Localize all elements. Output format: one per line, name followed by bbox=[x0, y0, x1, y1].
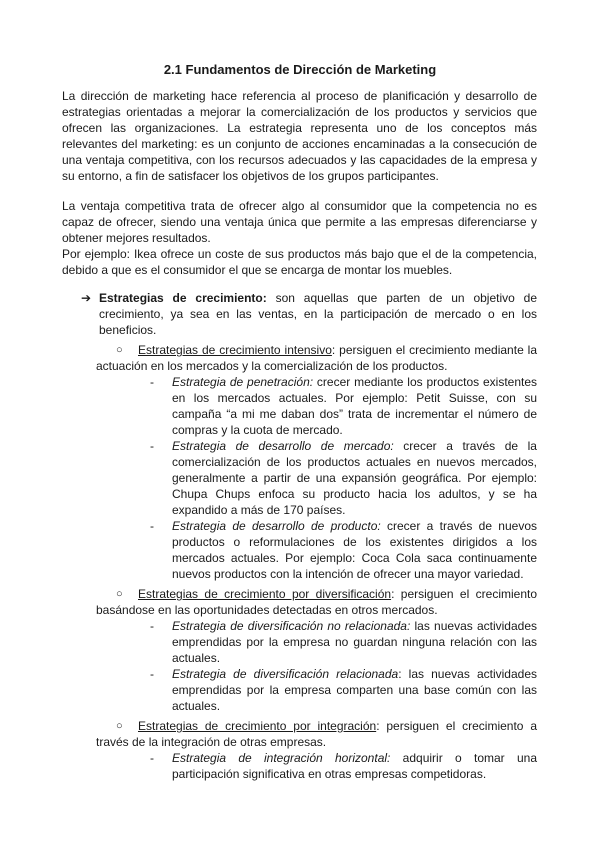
growth-strategies-text bbox=[99, 290, 537, 338]
unrelated-diversification-item bbox=[150, 618, 537, 666]
integration-growth-item bbox=[96, 718, 537, 750]
market-development-text bbox=[172, 438, 537, 518]
horizontal-integration-heading: Estrategia de integración horizontal: bbox=[172, 751, 391, 765]
penetration-strategy-text bbox=[172, 374, 537, 438]
intensive-growth-text bbox=[96, 342, 537, 374]
competitive-advantage-paragraph: La ventaja competitiva trata de ofrecer algo al consumidor que la competencia no es capaz de ofrecer, siendo una ventaja única que permite a las empresas diferenciarse y obtener mejores resultados. bbox=[62, 199, 537, 245]
product-development-heading: Estrategia de desarrollo de producto: bbox=[172, 519, 381, 533]
intensive-growth-item bbox=[96, 342, 537, 374]
integration-growth-heading: Estrategias de crecimiento por integración bbox=[138, 719, 377, 733]
horizontal-integration-description: adquirir o tomar una participación significativa en otras empresas competidoras. bbox=[172, 751, 537, 781]
diversification-growth-text bbox=[96, 586, 537, 618]
arrow-bullet-icon: ➔ bbox=[81, 291, 92, 305]
circle-bullet-icon: ○ bbox=[116, 588, 123, 600]
dash-bullet-icon: - bbox=[150, 619, 154, 633]
unrelated-diversification-description: las nuevas actividades emprendidas por la empresa no guardan ninguna relación con las actuales. bbox=[172, 619, 537, 665]
penetration-strategy-description: crecer mediante los productos existentes en los mercados actuales. Por ejemplo: Petit Suisse, con su campaña “a mi me daban dos” trata de incrementar el número de compras y la cuota de mercado. bbox=[172, 375, 538, 437]
competitive-advantage-block bbox=[62, 198, 537, 278]
unrelated-diversification-text bbox=[172, 618, 537, 666]
diversification-growth-item bbox=[96, 586, 537, 618]
dash-bullet-icon: - bbox=[150, 751, 154, 765]
dash-bullet-icon: - bbox=[150, 667, 154, 681]
unrelated-diversification-heading: Estrategia de diversificación no relacionada: bbox=[172, 619, 411, 633]
dash-bullet-icon: - bbox=[150, 439, 154, 453]
related-diversification-item bbox=[150, 666, 537, 714]
penetration-strategy-heading: Estrategia de penetración: bbox=[172, 375, 314, 389]
horizontal-integration-text bbox=[172, 750, 537, 782]
diversification-growth-description: : persiguen el crecimiento basándose en las oportunidades detectadas en otros mercados. bbox=[96, 587, 538, 617]
penetration-strategy-item bbox=[150, 374, 537, 438]
product-development-description: crecer a través de nuevos productos o reformulaciones de los existentes dirigidos a los mercados actuales. Por ejemplo: Coca Cola saca continuamente nuevos productos con la intención de ofrecer una mayor variedad. bbox=[172, 519, 537, 581]
product-development-item bbox=[150, 518, 537, 582]
related-diversification-description: : las nuevas actividades emprendidas por la empresa comparten una base común con las actuales. bbox=[172, 667, 537, 713]
diversification-growth-heading: Estrategias de crecimiento por diversificación bbox=[138, 587, 392, 601]
market-development-item bbox=[150, 438, 537, 518]
integration-growth-description: : persiguen el crecimiento a través de la integración de otras empresas. bbox=[96, 719, 537, 749]
market-development-heading: Estrategia de desarrollo de mercado: bbox=[172, 439, 394, 453]
intensive-growth-description: : persiguen el crecimiento mediante la actuación en los mercados y la comercialización de los productos. bbox=[96, 343, 538, 373]
circle-bullet-icon: ○ bbox=[116, 344, 123, 356]
example-paragraph: Por ejemplo: Ikea ofrece un coste de sus productos más bajo que el de la competencia, debido a que es el consumidor el que se encarga de montar los muebles. bbox=[62, 247, 537, 277]
growth-strategies-bullet bbox=[81, 290, 537, 338]
page-title: 2.1 Fundamentos de Dirección de Marketing bbox=[163, 62, 437, 77]
related-diversification-heading: Estrategia de diversificación relacionada bbox=[172, 667, 399, 681]
intensive-growth-heading: Estrategias de crecimiento intensivo bbox=[138, 343, 332, 357]
dash-bullet-icon: - bbox=[150, 375, 154, 389]
market-development-description: crecer a través de la comercialización de los productos actuales en nuevos mercados, generalmente a partir de una expansión geográfica. Por ejemplo: Chupa Chups enfoca su producto hacia los adultos, y se ha expandido a más de 170 países. bbox=[172, 439, 537, 517]
product-development-text bbox=[172, 518, 537, 582]
growth-strategies-description: son aquellas que parten de un objetivo de crecimiento, ya sea en las ventas, en la participación de mercado o en los beneficios. bbox=[99, 291, 537, 337]
horizontal-integration-item bbox=[150, 750, 537, 782]
dash-bullet-icon: - bbox=[150, 519, 154, 533]
intro-paragraph: La dirección de marketing hace referencia al proceso de planificación y desarrollo de estrategias orientadas a mejorar la comercialización de los productos y servicios que ofrecen las organizaciones. La estrategia representa uno de los conceptos más relevantes del marketing: es un conjunto de acciones encaminadas a la consecución de una ventaja competitiva, con los recursos adecuados y las capacidades de la empresa y su entorno, a fin de satisfacer los objetivos de los grupos participantes. bbox=[62, 89, 537, 183]
related-diversification-text bbox=[172, 666, 537, 714]
growth-strategies-heading: Estrategias de crecimiento: bbox=[99, 291, 267, 305]
integration-growth-text bbox=[96, 718, 537, 750]
circle-bullet-icon: ○ bbox=[116, 720, 123, 732]
